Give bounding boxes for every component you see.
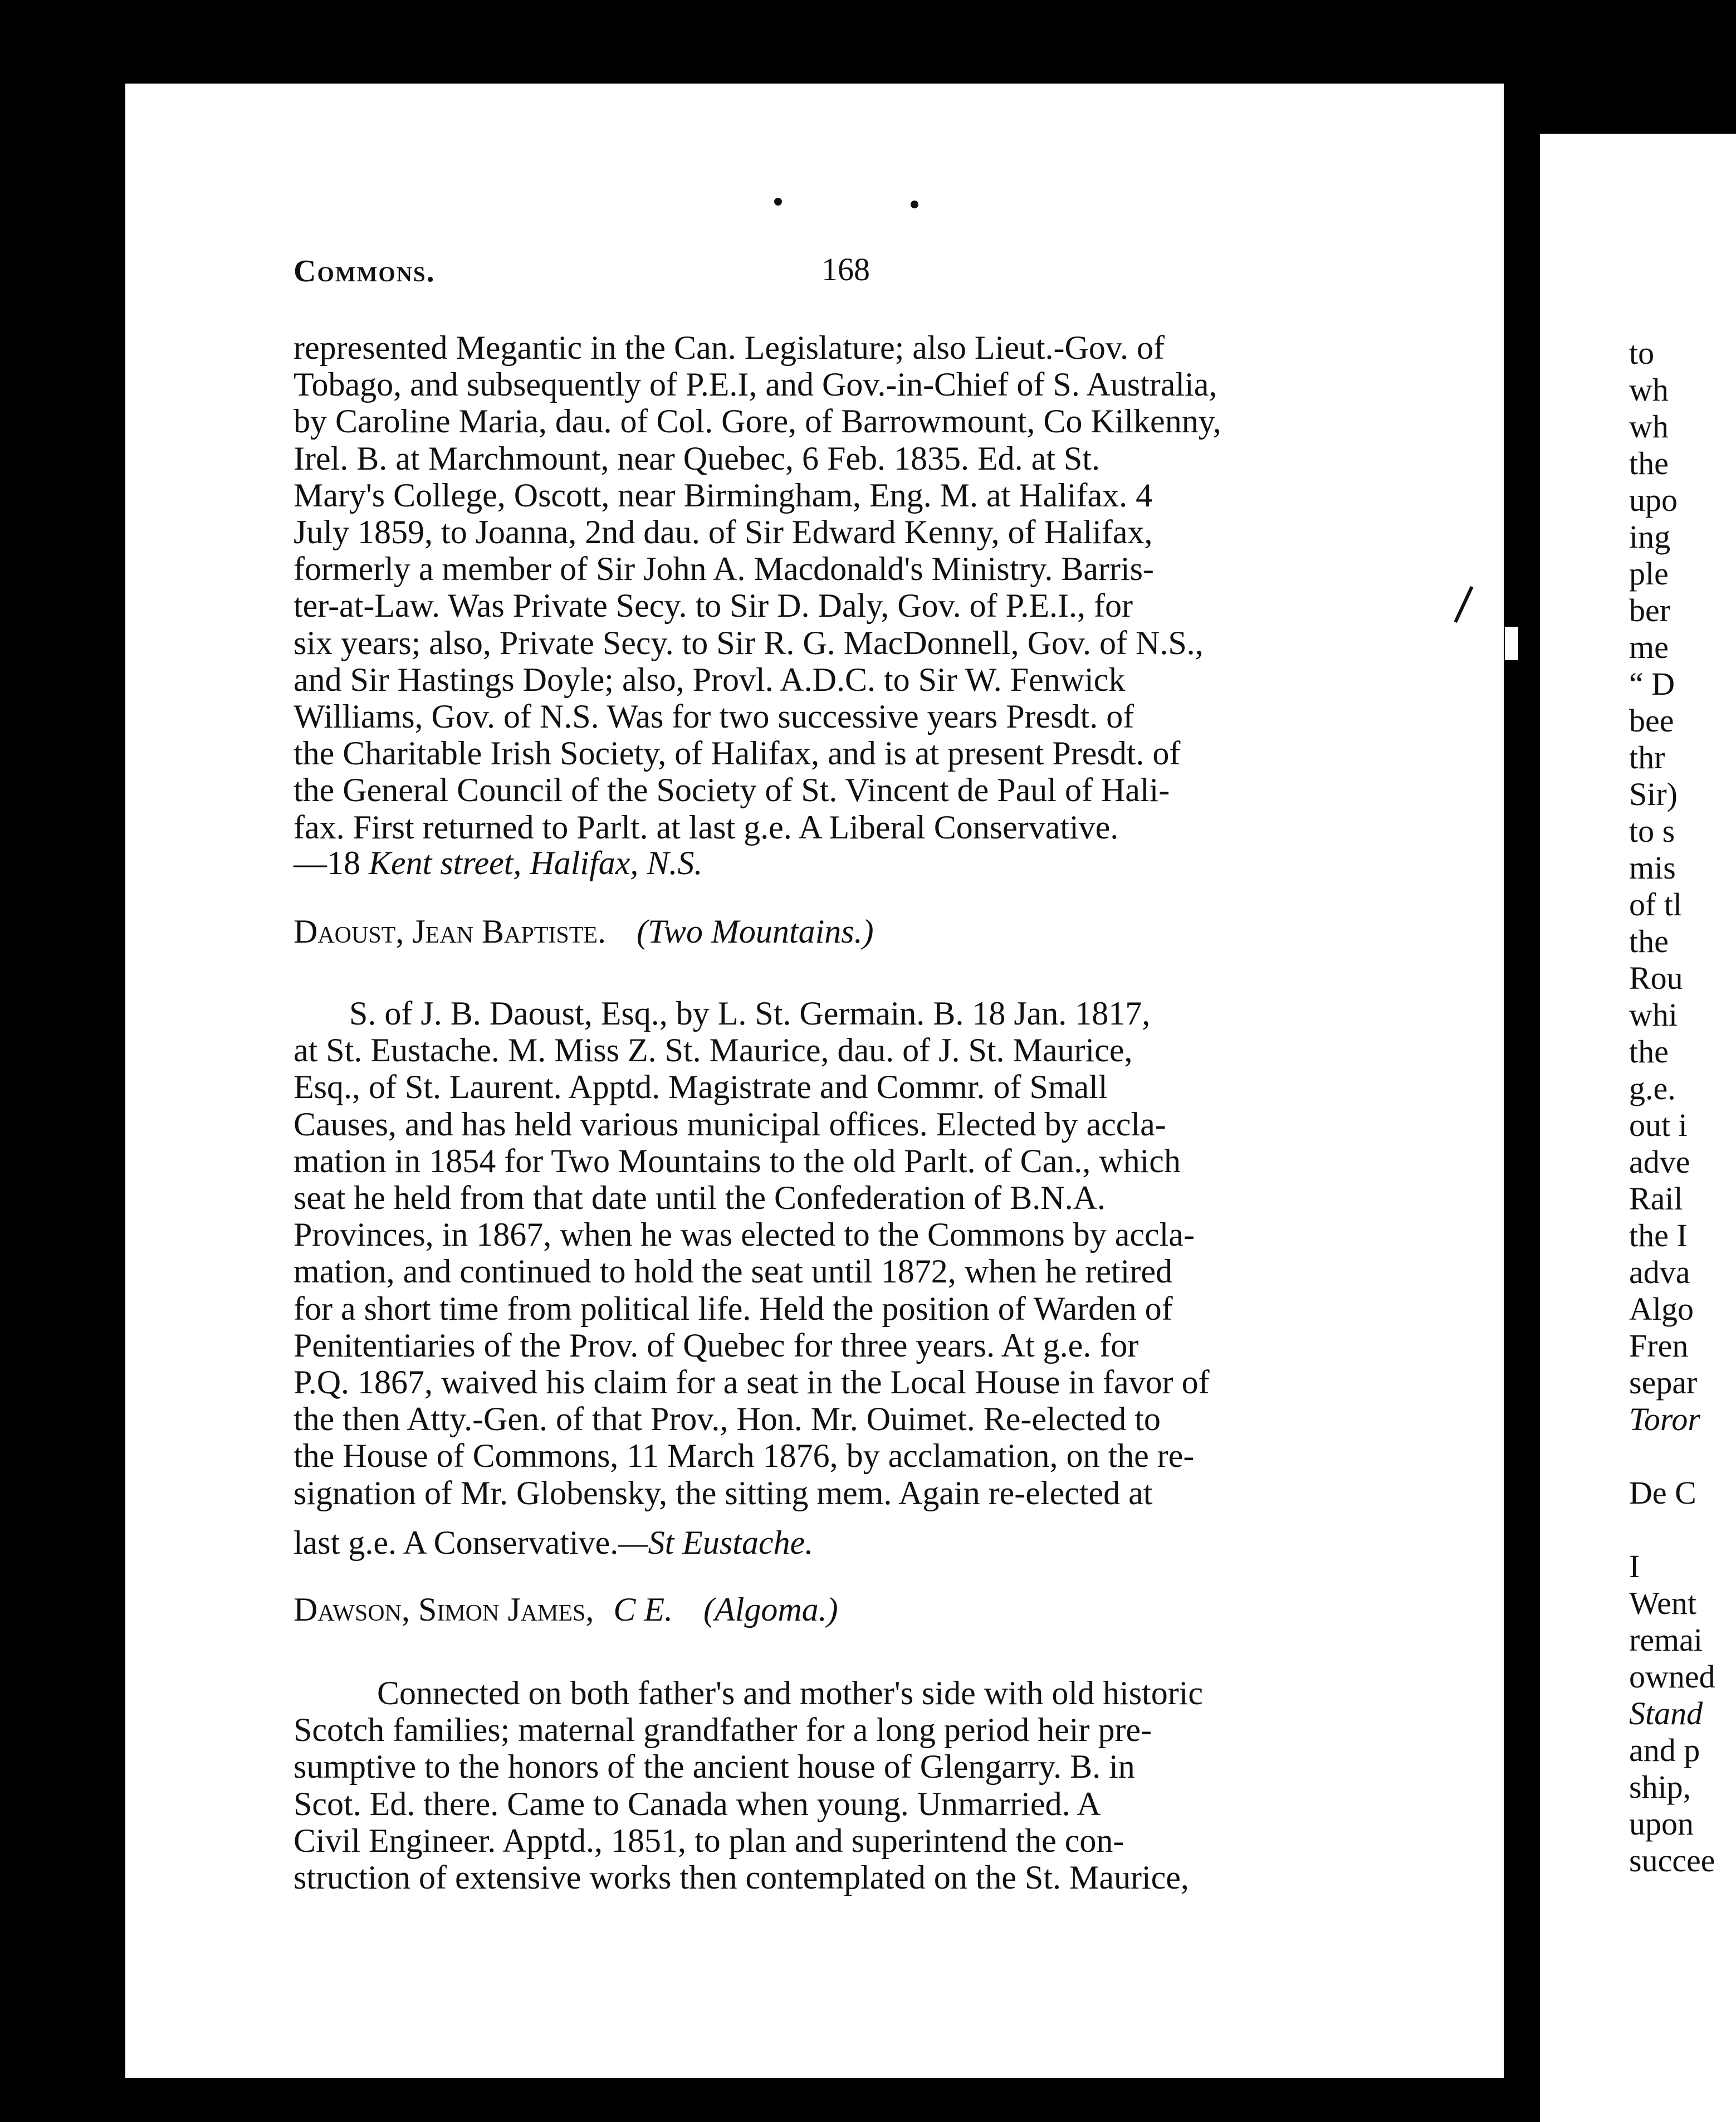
- facing-page-fragment: thr: [1629, 739, 1665, 775]
- facing-page-fragment: of tl: [1629, 886, 1683, 923]
- left-page: [125, 84, 1504, 2078]
- facing-page-fragment: Rail: [1629, 1180, 1683, 1217]
- text-line: Scotch families; maternal grandfather for a long period heir pre-: [294, 1711, 1152, 1749]
- text-line: formerly a member of Sir John A. Macdonald's Ministry. Barris-: [294, 550, 1154, 588]
- text-line: the House of Commons, 11 March 1876, by acclamation, on the re-: [294, 1437, 1195, 1475]
- text-line: by Caroline Maria, dau. of Col. Gore, of Barrowmount, Co Kilkenny,: [294, 403, 1221, 440]
- entry-heading-dawson: [294, 1591, 838, 1629]
- facing-page-fragment: ship,: [1629, 1769, 1691, 1805]
- entry-heading-daoust: [294, 913, 874, 951]
- entry-name: Dawson, Simon James,: [294, 1591, 594, 1628]
- facing-page-fragment: Rou: [1629, 960, 1683, 996]
- text-line: Provinces, in 1867, when he was elected to the Commons by accla-: [294, 1216, 1195, 1253]
- text-line: Scot. Ed. there. Came to Canada when young. Unmarried. A: [294, 1785, 1101, 1822]
- facing-page-fragment: the: [1629, 1033, 1669, 1070]
- facing-page-fragment: the I: [1629, 1217, 1688, 1253]
- text-line: sumptive to the honors of the ancient house of Glengarry. B. in: [294, 1748, 1135, 1786]
- entry-name: Daoust, Jean Baptiste.: [294, 913, 607, 950]
- facing-page-fragment: g.e.: [1629, 1070, 1676, 1106]
- facing-page-fragment: Sir): [1629, 776, 1678, 812]
- text-line: the Charitable Irish Society, of Halifax, and is at present Presdt. of: [294, 735, 1181, 772]
- ink-dot: [911, 201, 918, 208]
- text-line: P.Q. 1867, waived his claim for a seat in the Local House in favor of: [294, 1364, 1210, 1401]
- facing-page-edge: [1540, 134, 1736, 2122]
- entry-address: —18 Kent street, Halifax, N.S.: [294, 845, 703, 881]
- facing-page-fragment: to s: [1629, 813, 1675, 849]
- text-line: ter-at-Law. Was Private Secy. to Sir D. Daly, Gov. of P.E.I., for: [294, 587, 1133, 625]
- facing-page-fragment: the: [1629, 923, 1669, 959]
- facing-page-fragment: Algo: [1629, 1291, 1694, 1327]
- text-line: July 1859, to Joanna, 2nd dau. of Sir Edward Kenny, of Halifax,: [294, 514, 1153, 550]
- text-line: mation, and continued to hold the seat until 1872, when he retired: [294, 1253, 1172, 1290]
- facing-page-fragment: bee: [1629, 703, 1674, 739]
- facing-page-fragment: and p: [1629, 1732, 1700, 1768]
- facing-page-fragment: Toror: [1629, 1401, 1700, 1437]
- text-line: the General Council of the Society of St. Vincent de Paul of Hali-: [294, 772, 1170, 809]
- facing-page-fragment: to: [1629, 335, 1655, 371]
- facing-page-fragment: Went: [1629, 1585, 1696, 1621]
- facing-page-fragment: Stand: [1629, 1695, 1703, 1731]
- entry-constituency: (Algoma.): [703, 1591, 838, 1628]
- text-line: Irel. B. at Marchmount, near Quebec, 6 Feb. 1835. Ed. at St.: [294, 440, 1100, 477]
- facing-page-fragment: owned: [1629, 1658, 1715, 1695]
- facing-page-fragment: ing: [1629, 519, 1671, 555]
- text-line: mation in 1854 for Two Mountains to the old Parlt. of Can., which: [294, 1142, 1181, 1179]
- facing-page-fragment: adve: [1629, 1144, 1690, 1180]
- running-header: Commons.: [294, 254, 436, 289]
- facing-page-fragment: ple: [1629, 555, 1669, 592]
- facing-page-fragment: out i: [1629, 1107, 1688, 1143]
- text-line: and Sir Hastings Doyle; also, Provl. A.D.C. to Sir W. Fenwick: [294, 661, 1126, 698]
- text-line: Tobago, and subsequently of P.E.I, and Gov.-in-Chief of S. Australia,: [294, 366, 1217, 403]
- facing-page-fragment: De C: [1629, 1475, 1696, 1511]
- text-line: Mary's College, Oscott, near Birmingham, Eng. M. at Halifax. 4: [294, 476, 1153, 514]
- text-line: Connected on both father's and mother's side with old historic: [377, 1675, 1204, 1711]
- text-line: struction of extensive works then contemplated on the St. Maurice,: [294, 1859, 1189, 1896]
- text-line: at St. Eustache. M. Miss Z. St. Maurice, dau. of J. St. Maurice,: [294, 1032, 1133, 1069]
- text-line: represented Megantic in the Can. Legislature; also Lieut.-Gov. of: [294, 329, 1165, 366]
- facing-page-fragment: adva: [1629, 1254, 1690, 1290]
- facing-page-fragment: mis: [1629, 850, 1676, 886]
- text-line: six years; also, Private Secy. to Sir R. G. MacDonnell, Gov. of N.S.,: [294, 624, 1204, 661]
- ink-dot: [774, 198, 782, 206]
- facing-page-fragment: separ: [1629, 1364, 1698, 1401]
- facing-page-fragment: Fren: [1629, 1328, 1689, 1364]
- entry-title: C E.: [613, 1591, 673, 1628]
- text-line: for a short time from political life. Held the position of Warden of: [294, 1290, 1173, 1327]
- entry-constituency: (Two Mountains.): [637, 913, 874, 950]
- text-line: S. of J. B. Daoust, Esq., by L. St. Germain. B. 18 Jan. 1817,: [349, 995, 1151, 1032]
- facing-page-fragment: I: [1629, 1548, 1640, 1584]
- facing-page-fragment: the: [1629, 445, 1669, 481]
- text-line: Esq., of St. Laurent. Apptd. Magistrate and Commr. of Small: [294, 1069, 1108, 1106]
- facing-page-fragment: upon: [1629, 1806, 1694, 1842]
- text-line: Causes, and has held various municipal offices. Elected by accla-: [294, 1105, 1166, 1143]
- text-line: the then Atty.-Gen. of that Prov., Hon. Mr. Ouimet. Re-elected to: [294, 1401, 1161, 1438]
- facing-page-fragment: whi: [1629, 997, 1678, 1033]
- page-number: 168: [821, 251, 870, 287]
- text-line: fax. First returned to Parlt. at last g.e. A Liberal Conservative.: [294, 808, 1119, 846]
- facing-page-fragment: me: [1629, 629, 1669, 665]
- page-edge-mark: [1505, 627, 1518, 660]
- facing-page-fragment: wh: [1629, 408, 1669, 445]
- facing-page-fragment: ber: [1629, 592, 1671, 628]
- text-line: Civil Engineer. Apptd., 1851, to plan and superintend the con-: [294, 1822, 1124, 1859]
- facing-page-fragment: wh: [1629, 372, 1669, 408]
- text-line: signation of Mr. Globensky, the sitting mem. Again re-elected at: [294, 1474, 1153, 1511]
- entry-closing-line: last g.e. A Conservative.—St Eustache.: [294, 1524, 814, 1561]
- facing-page-fragment: succee: [1629, 1842, 1715, 1879]
- facing-page-fragment: remai: [1629, 1622, 1703, 1658]
- facing-page-fragment: upo: [1629, 482, 1678, 518]
- text-line: Williams, Gov. of N.S. Was for two successive years Presdt. of: [294, 698, 1134, 735]
- text-line: seat he held from that date until the Confederation of B.N.A.: [294, 1179, 1106, 1216]
- text-line: Penitentiaries of the Prov. of Quebec for three years. At g.e. for: [294, 1326, 1139, 1364]
- facing-page-fragment: “ D: [1629, 666, 1675, 702]
